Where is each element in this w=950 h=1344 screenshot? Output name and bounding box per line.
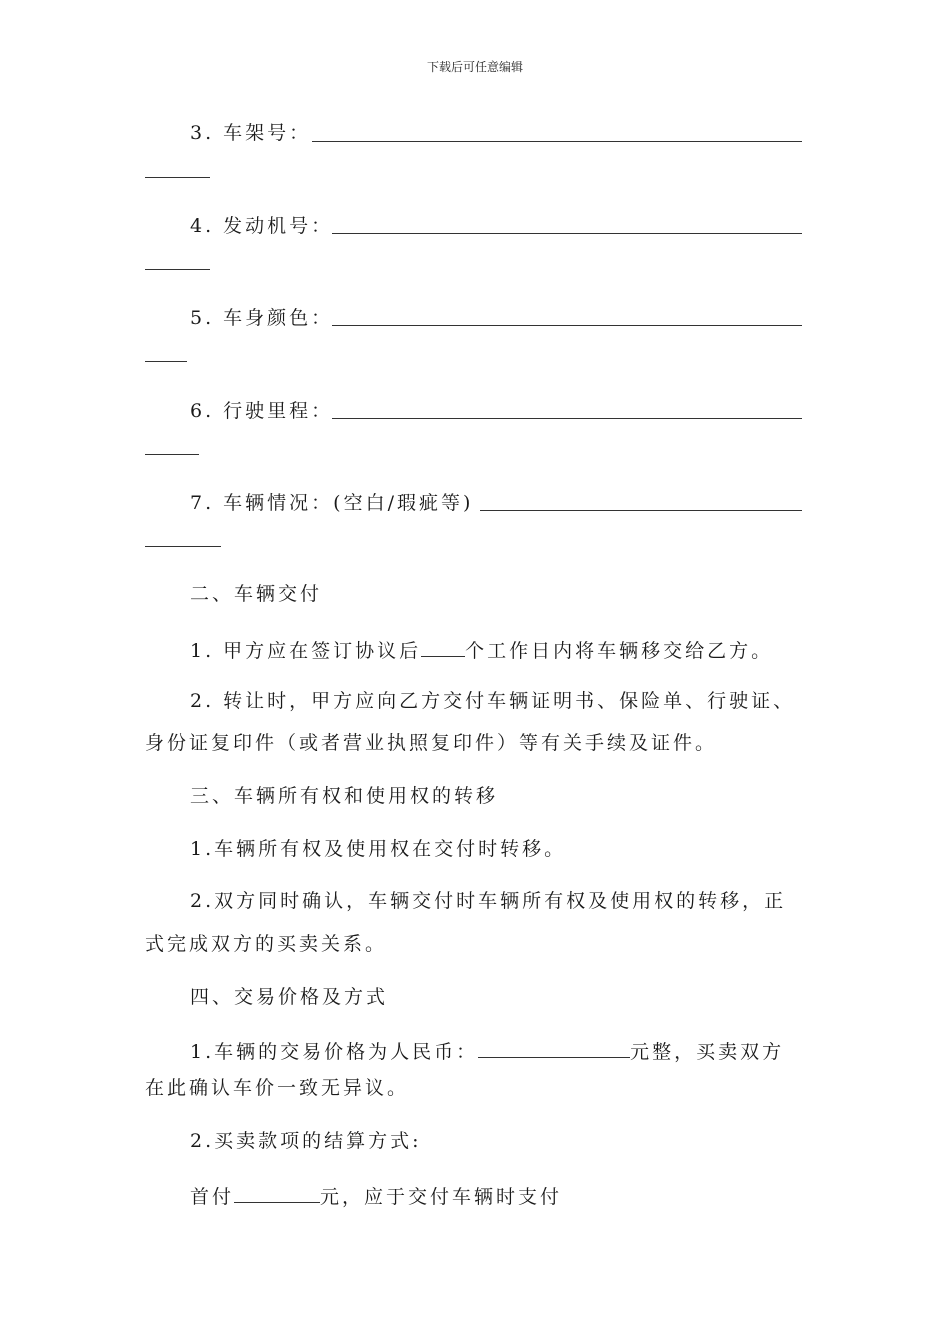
section-4-item-1-text-b: 元整，买卖双方 <box>630 1040 785 1063</box>
field-condition-label: 7. 车辆情况：(空白/瑕疵等) <box>190 492 474 514</box>
section-4-item-1-line-2: 在此确认车价一致无异议。 <box>145 1077 410 1099</box>
section-4-title: 四、交易价格及方式 <box>190 986 389 1008</box>
field-body-color-line <box>332 325 802 326</box>
section-4-item-1-line-1 <box>190 1036 784 1064</box>
field-engine-number-line-cont <box>145 269 210 270</box>
section-2-item-1-text-b: 个工作日内将车辆移交给乙方。 <box>465 639 774 662</box>
section-4-price-blank <box>478 1036 630 1058</box>
section-2-item-2-line-1: 2. 转让时，甲方应向乙方交付车辆证明书、保险单、行驶证、 <box>190 690 796 712</box>
section-2-title: 二、车辆交付 <box>190 583 323 605</box>
section-3-item-2-line-1: 2.双方同时确认，车辆交付时车辆所有权及使用权的转移，正 <box>190 890 787 912</box>
field-frame-number-label: 3. 车架号： <box>190 122 312 144</box>
field-frame-number-line-cont <box>145 177 210 178</box>
field-engine-number-line <box>332 233 802 234</box>
page-header: 下载后可任意编辑 <box>426 60 523 74</box>
field-mileage-label: 6. 行驶里程： <box>190 400 334 422</box>
section-3-title: 三、车辆所有权和使用权的转移 <box>190 785 499 807</box>
section-3-item-1: 1.车辆所有权及使用权在交付时转移。 <box>190 838 567 860</box>
field-mileage-line-cont <box>145 454 199 455</box>
section-3-item-2-line-2: 式完成双方的买卖关系。 <box>145 933 388 955</box>
down-payment-text-a: 首付 <box>190 1185 235 1208</box>
section-2-item-1 <box>190 635 773 663</box>
section-2-item-1-text-a: 1. 甲方应在签订协议后 <box>190 639 422 662</box>
field-condition-line-cont <box>145 546 221 547</box>
section-4-down-payment <box>190 1181 562 1209</box>
down-payment-text-b: 元，应于交付车辆时支付 <box>320 1185 563 1208</box>
field-condition-line <box>480 510 802 511</box>
section-4-item-1-text-a: 1.车辆的交易价格为人民币： <box>190 1040 479 1063</box>
section-4-item-2: 2.买卖款项的结算方式: <box>190 1130 422 1152</box>
field-mileage-line <box>332 418 802 419</box>
field-frame-number-line <box>312 141 802 142</box>
field-engine-number-label: 4. 发动机号： <box>190 215 334 237</box>
section-2-item-2-line-2: 身份证复印件（或者营业执照复印件）等有关手续及证件。 <box>145 732 718 754</box>
section-2-item-1-blank <box>421 635 465 657</box>
down-payment-blank <box>234 1181 320 1203</box>
field-body-color-label: 5. 车身颜色： <box>190 307 334 329</box>
field-body-color-line-cont <box>145 361 187 362</box>
